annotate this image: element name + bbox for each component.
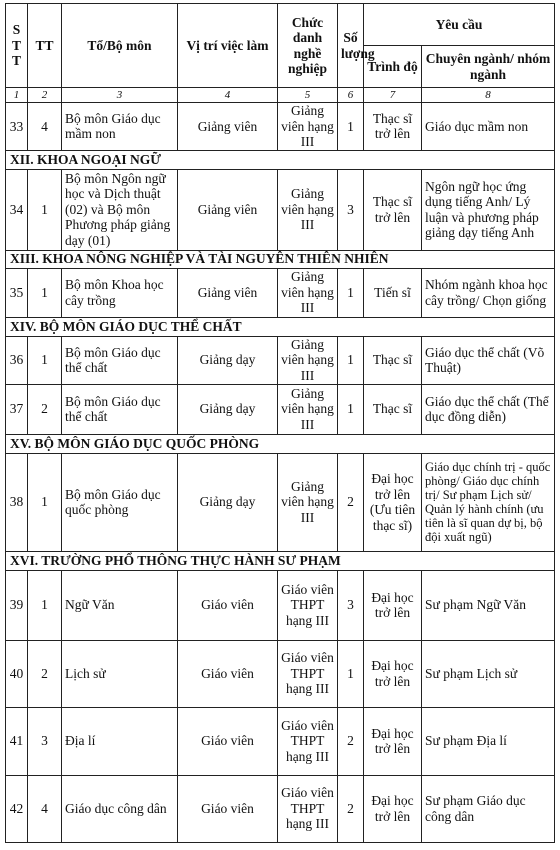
cell-qty: 2 [338,775,364,842]
cell-stt: 37 [6,384,28,434]
cell-unit: Lịch sử [62,640,178,707]
cell-major: Sư phạm Giáo dục công dân [422,775,555,842]
cell-tt: 1 [28,268,62,317]
col-number: 1 [6,88,28,103]
cell-stt: 38 [6,453,28,551]
cell-major: Giáo dục mầm non [422,103,555,151]
header-unit: Tổ/Bộ môn [62,4,178,88]
section-title: XIV. BỘ MÔN GIÁO DỤC THỂ CHẤT [6,317,555,336]
cell-unit: Ngữ Văn [62,570,178,640]
cell-tt: 3 [28,707,62,775]
cell-title: Giáo viên THPT hạng III [278,570,338,640]
cell-level: Thạc sĩ [364,336,422,384]
cell-title: Giảng viên hạng III [278,384,338,434]
cell-position: Giảng dạy [178,336,278,384]
cell-tt: 1 [28,453,62,551]
cell-title: Giáo viên THPT hạng III [278,707,338,775]
cell-level: Tiến sĩ [364,268,422,317]
cell-position: Giáo viên [178,570,278,640]
cell-unit: Bộ môn Giáo dục mầm non [62,103,178,151]
table-row [6,640,555,707]
cell-stt: 36 [6,336,28,384]
col-number: 5 [278,88,338,103]
cell-tt: 2 [28,640,62,707]
header-title: Chức danh nghề nghiệp [278,4,338,88]
section-title: XIII. KHOA NÔNG NGHIỆP VÀ TÀI NGUYÊN THIÊN NHIÊN [6,250,555,268]
col-number: 2 [28,88,62,103]
col-number: 3 [62,88,178,103]
cell-unit: Bộ môn Giáo dục thể chất [62,384,178,434]
cell-title: Giảng viên hạng III [278,103,338,151]
cell-level: Thạc sĩ trở lên [364,103,422,151]
table-row [6,453,555,551]
table-row [6,169,555,250]
cell-tt: 4 [28,103,62,151]
table-row [6,570,555,640]
cell-title: Giảng viên hạng III [278,268,338,317]
table-row [6,103,555,151]
cell-stt: 39 [6,570,28,640]
col-number: 7 [364,88,422,103]
cell-unit: Bộ môn Giáo dục quốc phòng [62,453,178,551]
header-position: Vị trí việc làm [178,4,278,88]
cell-tt: 1 [28,336,62,384]
header-requirements: Yêu cầu [364,4,555,46]
cell-level: Thạc sĩ trở lên [364,169,422,250]
table-row [6,775,555,842]
table-row [6,268,555,317]
cell-level: Thạc sĩ [364,384,422,434]
section-row [6,150,555,169]
cell-qty: 3 [338,169,364,250]
cell-stt: 41 [6,707,28,775]
section-title: XV. BỘ MÔN GIÁO DỤC QUỐC PHÒNG [6,434,555,453]
cell-qty: 2 [338,707,364,775]
cell-position: Giáo viên [178,640,278,707]
section-title: XII. KHOA NGOẠI NGỮ [6,150,555,169]
cell-qty: 1 [338,384,364,434]
cell-position: Giáo viên [178,707,278,775]
cell-qty: 1 [338,336,364,384]
cell-major: Sư phạm Ngữ Văn [422,570,555,640]
cell-stt: 40 [6,640,28,707]
cell-major: Giáo dục chính trị - quốc phòng/ Giáo dục chính trị/ Sư phạm Lịch sử/ Quản lý hành chính (ưu tiên là sĩ quan dự bị, bộ đội xuất ngũ) [422,453,555,551]
column-number-row [6,88,555,103]
table-row [6,707,555,775]
cell-qty: 2 [338,453,364,551]
cell-level: Đại học trở lên [364,707,422,775]
cell-level: Đại học trở lên [364,640,422,707]
cell-position: Giảng dạy [178,453,278,551]
header-level: Trình độ [364,46,422,88]
section-row [6,551,555,570]
cell-tt: 4 [28,775,62,842]
cell-title: Giảng viên hạng III [278,169,338,250]
header-qty: Số lượng [338,4,364,88]
cell-tt: 2 [28,384,62,434]
cell-qty: 1 [338,640,364,707]
cell-stt: 34 [6,169,28,250]
section-row [6,317,555,336]
cell-unit: Địa lí [62,707,178,775]
cell-level: Đại học trở lên [364,775,422,842]
table-row [6,384,555,434]
cell-position: Giảng dạy [178,384,278,434]
cell-major: Ngôn ngữ học ứng dụng tiếng Anh/ Lý luận và phương pháp giảng dạy tiếng Anh [422,169,555,250]
cell-position: Giảng viên [178,169,278,250]
cell-major: Nhóm ngành khoa học cây trồng/ Chọn giống [422,268,555,317]
recruitment-table [5,3,555,843]
cell-level: Đại học trở lên [364,570,422,640]
cell-stt: 33 [6,103,28,151]
header-tt: TT [28,4,62,88]
cell-tt: 1 [28,169,62,250]
cell-unit: Bộ môn Giáo dục thể chất [62,336,178,384]
table-row [6,336,555,384]
header-stt: S T T [6,4,28,88]
cell-major: Sư phạm Lịch sử [422,640,555,707]
section-row [6,434,555,453]
cell-major: Giáo dục thể chất (Thể dục đồng diễn) [422,384,555,434]
section-row [6,250,555,268]
cell-position: Giảng viên [178,268,278,317]
cell-qty: 1 [338,103,364,151]
cell-title: Giáo viên THPT hạng III [278,775,338,842]
cell-position: Giáo viên [178,775,278,842]
cell-title: Giáo viên THPT hạng III [278,640,338,707]
cell-unit: Giáo dục công dân [62,775,178,842]
cell-title: Giảng viên hạng III [278,336,338,384]
header-row-1 [6,4,555,46]
col-number: 8 [422,88,555,103]
cell-major: Sư phạm Địa lí [422,707,555,775]
cell-unit: Bộ môn Ngôn ngữ học và Dịch thuật (02) và Bộ môn Phương pháp giảng dạy (01) [62,169,178,250]
col-number: 4 [178,88,278,103]
cell-stt: 35 [6,268,28,317]
header-major: Chuyên ngành/ nhóm ngành [422,46,555,88]
cell-level: Đại học trở lên (Ưu tiên thạc sĩ) [364,453,422,551]
cell-tt: 1 [28,570,62,640]
cell-stt: 42 [6,775,28,842]
cell-position: Giảng viên [178,103,278,151]
cell-unit: Bộ môn Khoa học cây trồng [62,268,178,317]
cell-qty: 1 [338,268,364,317]
col-number: 6 [338,88,364,103]
cell-title: Giảng viên hạng III [278,453,338,551]
cell-major: Giáo dục thể chất (Võ Thuật) [422,336,555,384]
document-page [5,3,554,843]
section-title: XVI. TRƯỜNG PHỔ THÔNG THỰC HÀNH SƯ PHẠM [6,551,555,570]
cell-qty: 3 [338,570,364,640]
